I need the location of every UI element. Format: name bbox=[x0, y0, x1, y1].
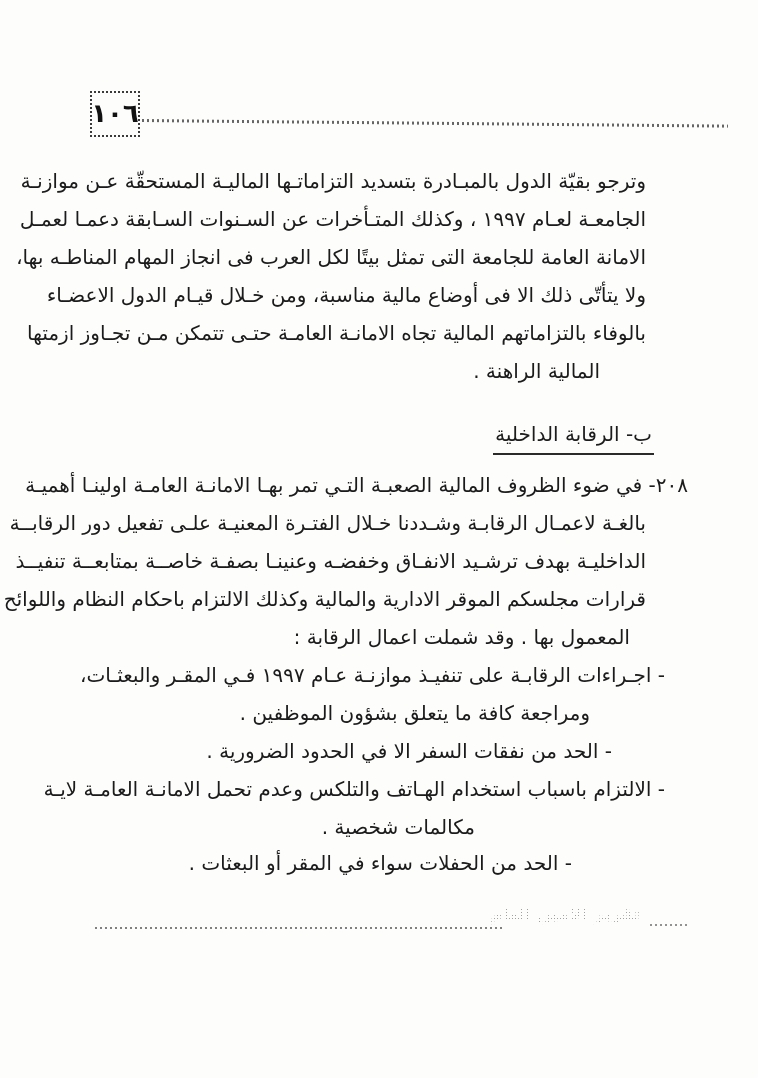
bullet-line: ومراجعة كافة ما يتعلق بشؤون الموظفين . bbox=[239, 701, 590, 725]
footer-stamp-text: تقرير الامين العام bbox=[490, 905, 640, 925]
section-heading: ب- الرقابة الداخلية bbox=[493, 420, 654, 455]
intro-paragraph-line: الامانة العامة للجامعة التى تمثل بيتًا لكل العرب فى انجاز المهام المناطـه بها، bbox=[16, 245, 646, 269]
bullet-line: - الحد من نفقات السفر الا في الحدود الضرورية . bbox=[206, 739, 612, 763]
intro-paragraph-line: المالية الراهنة . bbox=[473, 359, 600, 383]
bullet-line: مكالمات شخصية . bbox=[321, 815, 475, 839]
page-number: ١٠٦ bbox=[91, 99, 139, 129]
footer-dotted-rule-left bbox=[95, 927, 505, 929]
bullet-line: - الحد من الحفلات سواء في المقر أو البعثات . bbox=[188, 851, 572, 875]
intro-paragraph-line: وترجو بقيّة الدول بالمبـادرة بتسديد التزاماتـها الماليـة المستحقّة عـن موازنـة bbox=[20, 169, 646, 193]
clause-208-line: ٢٠٨- في ضوء الظروف المالية الصعبـة التـي تمر بهـا الامانـة العامـة اولينـا أهميـة bbox=[25, 473, 688, 497]
bullet-line: - الالتزام باسباب استخدام الهـاتف والتلكس وعدم تحمل الامانـة العامـة لايـة bbox=[43, 777, 665, 801]
clause-208-line: قرارات مجلسكم الموقر الادارية والمالية وكذلك الالتزام باحكام النظام واللوائح bbox=[3, 587, 646, 611]
intro-paragraph-line: ولا يتأتّى ذلك الا فى أوضاع مالية مناسبة، ومن خـلال قيـام الدول الاعضـاء bbox=[46, 283, 646, 307]
top-dotted-rule bbox=[142, 119, 728, 128]
intro-paragraph-line: بالوفاء بالتزاماتهم المالية تجاه الامانـة العامـة حتـى تتمكن مـن تجـاوز ازمتها bbox=[27, 321, 646, 345]
clause-208-line: الداخليـة بهدف ترشـيد الانفـاق وخفضـه وعنينـا بصفـة خاصــة بمتابعــة تنفيــذ bbox=[15, 549, 646, 573]
bullet-line: - اجـراءات الرقابـة على تنفيـذ موازنـة عـام ١٩٩٧ فـي المقـر والبعثـات، bbox=[79, 663, 665, 687]
intro-paragraph-line: الجامعـة لعـام ١٩٩٧ ، وكذلك المتـأخرات عن السـنوات السـابقة دعمـا لعمـل bbox=[19, 207, 646, 231]
page-number-box bbox=[90, 91, 140, 137]
clause-208-line: المعمول بها . وقد شملت اعمال الرقابة : bbox=[293, 625, 630, 649]
footer-dotted-rule-right bbox=[650, 924, 688, 926]
clause-208-line: بالغـة لاعمـال الرقابـة وشـددنا خـلال الفتـرة المعنيـة علـى تفعيل دور الرقابــة bbox=[9, 511, 646, 535]
